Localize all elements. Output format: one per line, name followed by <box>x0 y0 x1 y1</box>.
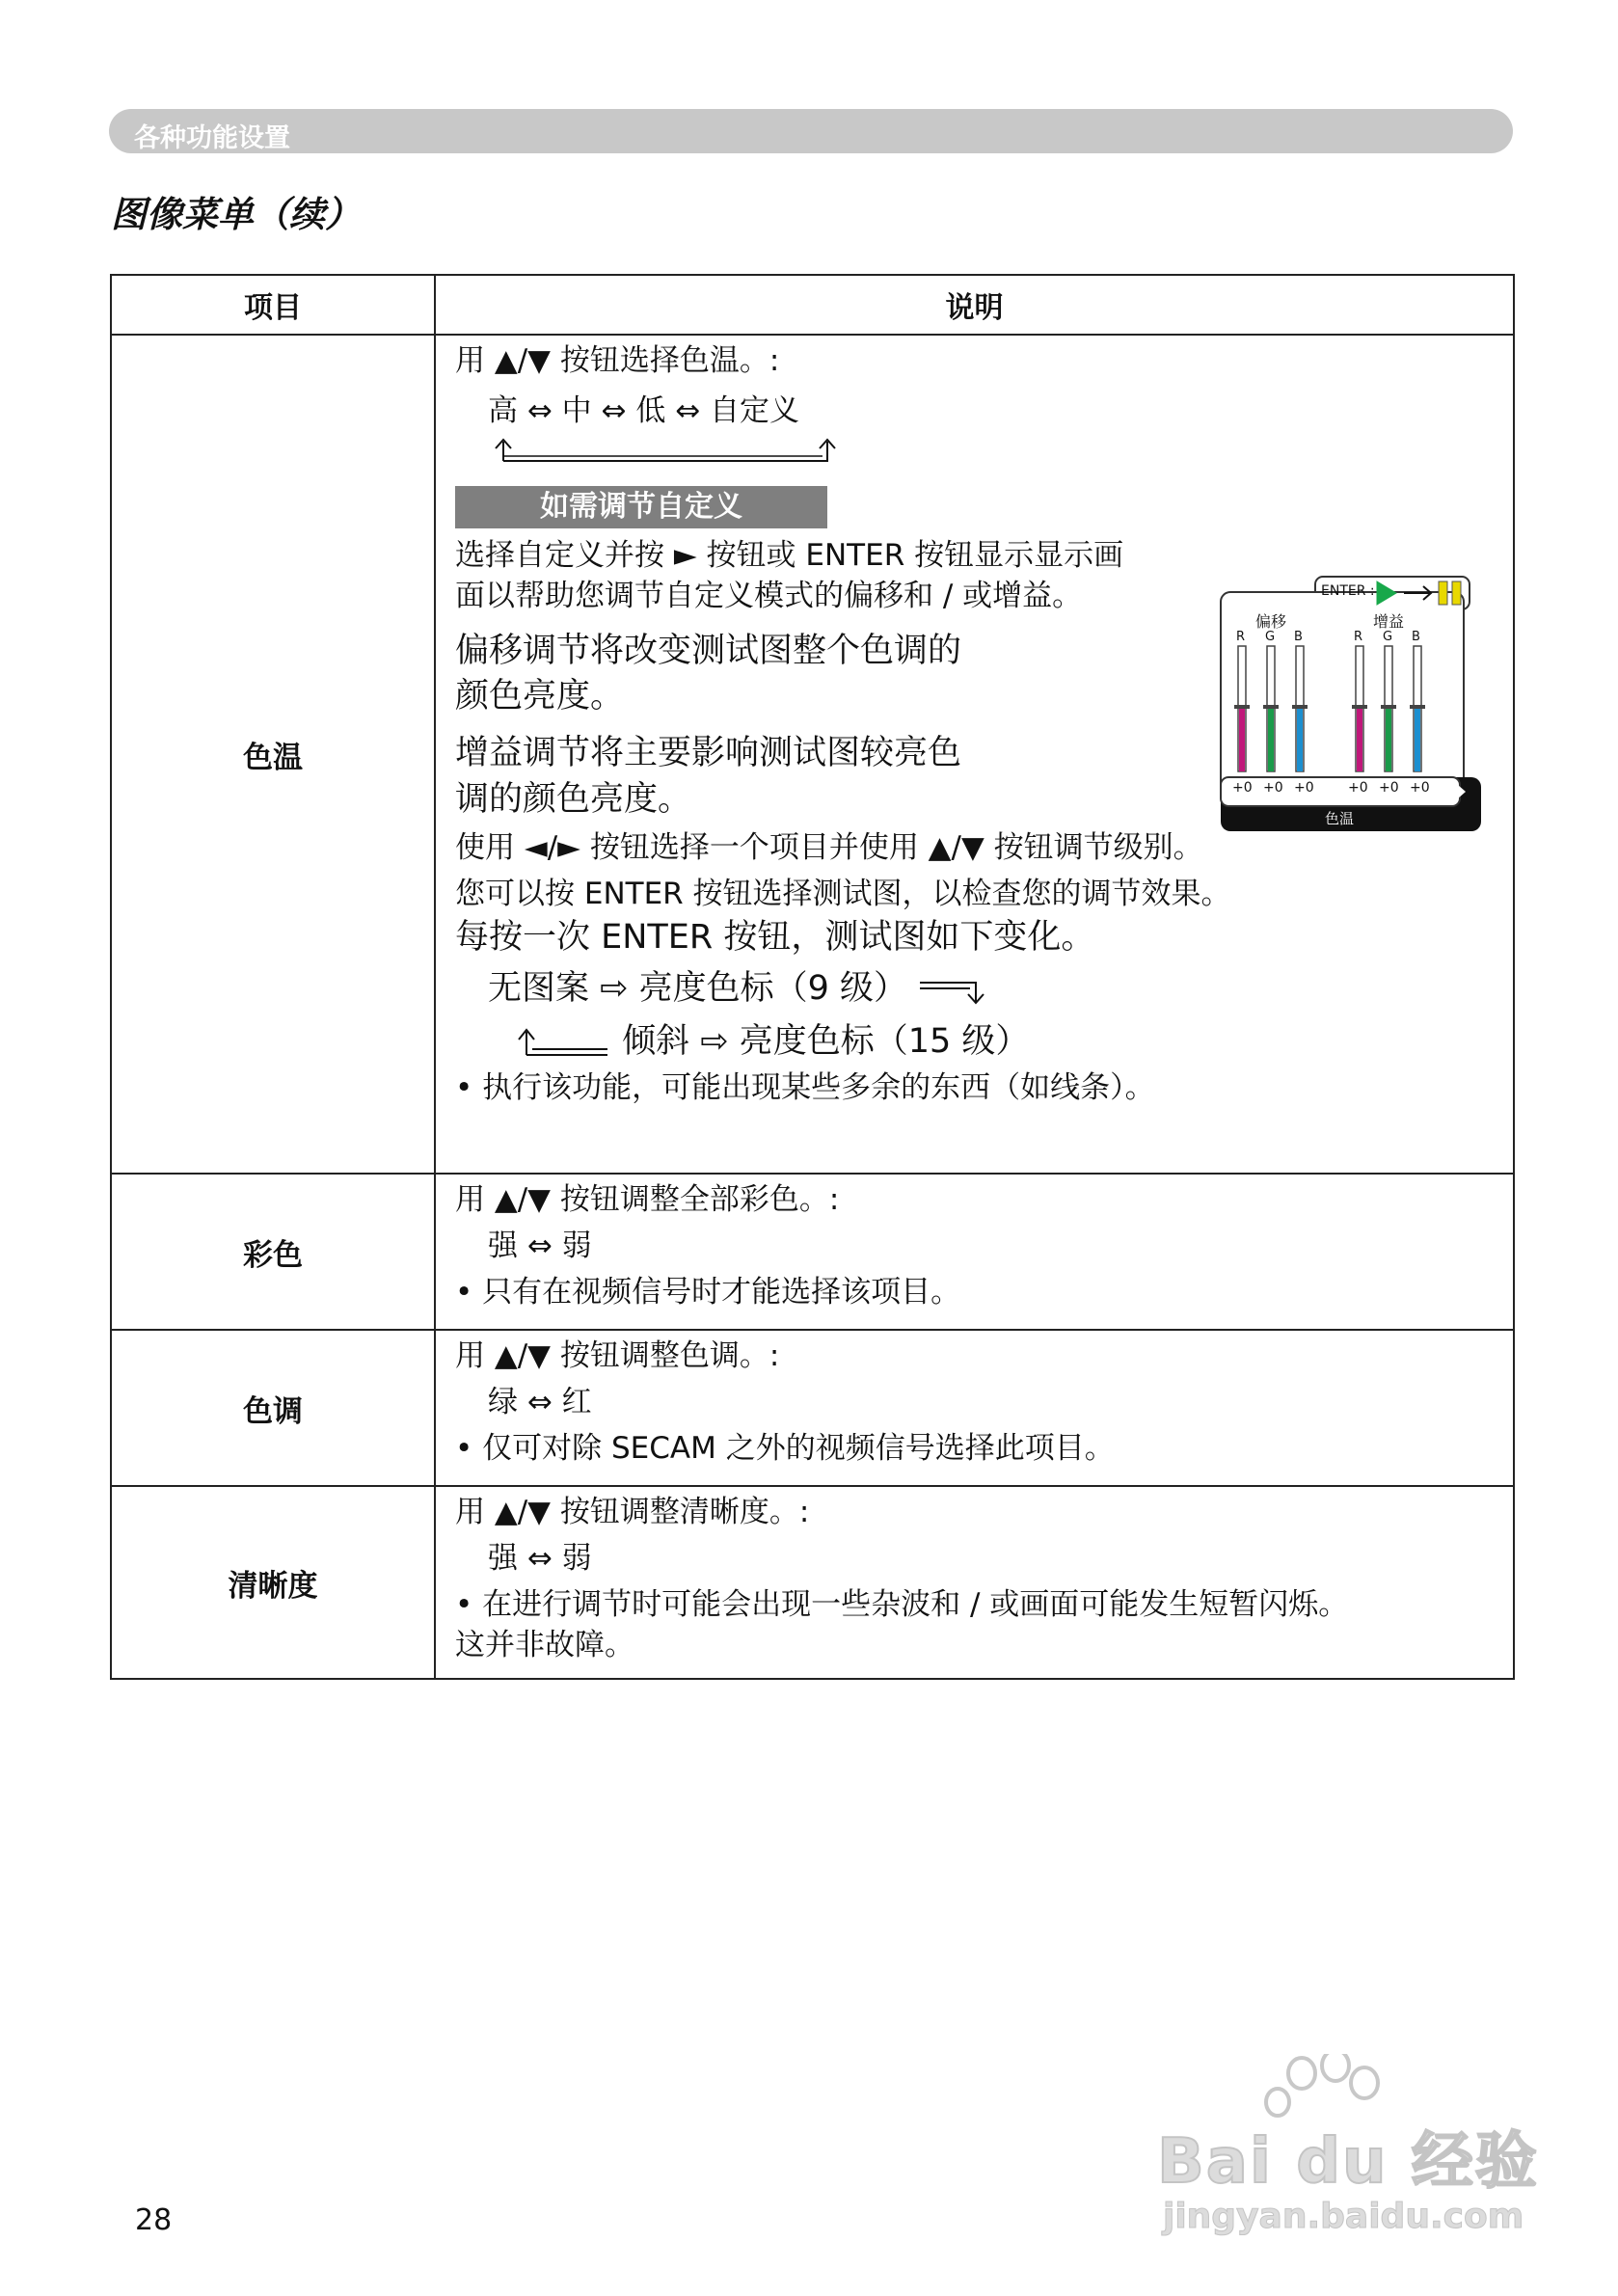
page-title: 图像菜单（续） <box>111 194 361 235</box>
paragraph-4: 使用 ◄/► 按钮选择一个项目并使用 ▲/▼ 按钮调节级别。 <box>455 829 1203 865</box>
osd-enter-play-icon <box>1373 579 1479 608</box>
osd-sliders <box>1228 644 1460 779</box>
desc-tint <box>435 1330 1514 1486</box>
osd-value-gain-b: +0 <box>1410 780 1430 796</box>
intro-text: 用 ▲/▼ 按钮调整全部彩色。: <box>455 1182 840 1217</box>
osd-offset-label: 偏移 <box>1255 612 1287 631</box>
paragraph-3b: 调的颜色亮度。 <box>455 779 692 819</box>
paragraph-1b: 面以帮助您调节自定义模式的偏移和 / 或增益。 <box>455 579 1083 614</box>
table-header-row <box>111 275 1514 335</box>
osd-b-label-gain: B <box>1412 630 1420 644</box>
desc-color-temp <box>435 335 1514 1174</box>
note-color: • 只有在视频信号时才能选择该项目。 <box>455 1274 961 1310</box>
osd-enter-label: ENTER : <box>1321 583 1375 599</box>
settings-table <box>110 274 1515 1680</box>
osd-footer-label: 色温 <box>1325 810 1355 827</box>
osd-g-label: G <box>1265 630 1276 644</box>
section-header-bar <box>109 109 1513 153</box>
osd-value-g: +0 <box>1263 780 1283 796</box>
osd-g-label-gain: G <box>1383 630 1393 644</box>
note-sharpness-a: • 在进行调节时可能会出现一些杂波和 / 或画面可能发生短暂闪烁。 <box>455 1586 1349 1622</box>
color-temp-osd-illustration <box>1219 573 1484 833</box>
watermark-url: jingyan.baidu.com <box>1163 2197 1524 2236</box>
intro-text: 用 ▲/▼ 按钮选择色温。: <box>455 343 780 378</box>
paragraph-3a: 增益调节将主要影响测试图较亮色 <box>455 734 962 773</box>
page-number: 28 <box>135 2203 173 2237</box>
item-color-temp: 色温 <box>111 335 435 1174</box>
cycle-text: 高 ⇔ 中 ⇔ 低 ⇔ 自定义 <box>488 392 800 428</box>
watermark-brand: Bai du 经验 <box>1157 2126 1539 2198</box>
osd-b-label: B <box>1294 630 1303 644</box>
item-sharpness: 清晰度 <box>111 1486 435 1679</box>
paragraph-2a: 偏移调节将改变测试图整个色调的 <box>455 631 962 670</box>
intro-text: 用 ▲/▼ 按钮调整色调。: <box>455 1338 780 1373</box>
table-row-sharpness <box>111 1486 1514 1679</box>
baidu-watermark <box>1157 2054 1562 2241</box>
pattern-sequence-1: 无图案 ⇨ 亮度色标（9 级） <box>488 968 907 1008</box>
osd-r-label: R <box>1236 630 1246 644</box>
paragraph-2b: 颜色亮度。 <box>455 677 625 716</box>
note-color-temp: • 执行该功能，可能出现某些多余的东西（如线条）。 <box>455 1070 1155 1106</box>
osd-value-b: +0 <box>1294 780 1314 796</box>
desc-color <box>435 1174 1514 1330</box>
pattern-sequence-2: 倾斜 ⇨ 亮度色标（15 级） <box>622 1022 1030 1062</box>
cycle-text: 强 ⇔ 弱 <box>488 1540 592 1576</box>
down-turn-arrow-icon <box>918 973 985 1006</box>
sub-heading-custom: 如需调节自定义 <box>455 486 827 529</box>
osd-value-r: +0 <box>1232 780 1253 796</box>
table-row-tint <box>111 1330 1514 1486</box>
osd-value-gain-r: +0 <box>1348 780 1368 796</box>
section-header-label: 各种功能设置 <box>134 123 290 153</box>
loop-back-arrow-icon <box>490 432 837 465</box>
note-tint: • 仅可对除 SECAM 之外的视频信号选择此项目。 <box>455 1430 1115 1466</box>
intro-text: 用 ▲/▼ 按钮调整清晰度。: <box>455 1495 810 1529</box>
cycle-text: 强 ⇔ 弱 <box>488 1228 592 1263</box>
paragraph-6: 每按一次 ENTER 按钮，测试图如下变化。 <box>455 917 1095 957</box>
osd-gain-label: 增益 <box>1373 612 1405 631</box>
table-row-color <box>111 1174 1514 1330</box>
table-row-color-temp <box>111 335 1514 1174</box>
desc-sharpness <box>435 1486 1514 1679</box>
cycle-text: 绿 ⇔ 红 <box>488 1384 592 1419</box>
col-header-desc: 说明 <box>435 275 1514 335</box>
col-header-item: 项目 <box>111 275 435 335</box>
item-color: 彩色 <box>111 1174 435 1330</box>
note-sharpness-b: 这并非故障。 <box>455 1627 634 1662</box>
paragraph-1a: 选择自定义并按 ► 按钮或 ENTER 按钮显示显示画 <box>455 538 1124 574</box>
osd-r-label-gain: R <box>1354 630 1363 644</box>
paragraph-5: 您可以按 ENTER 按钮选择测试图，以检查您的调节效果。 <box>455 876 1231 911</box>
osd-value-gain-g: +0 <box>1379 780 1399 796</box>
up-return-arrow-icon <box>515 1026 611 1059</box>
item-tint: 色调 <box>111 1330 435 1486</box>
